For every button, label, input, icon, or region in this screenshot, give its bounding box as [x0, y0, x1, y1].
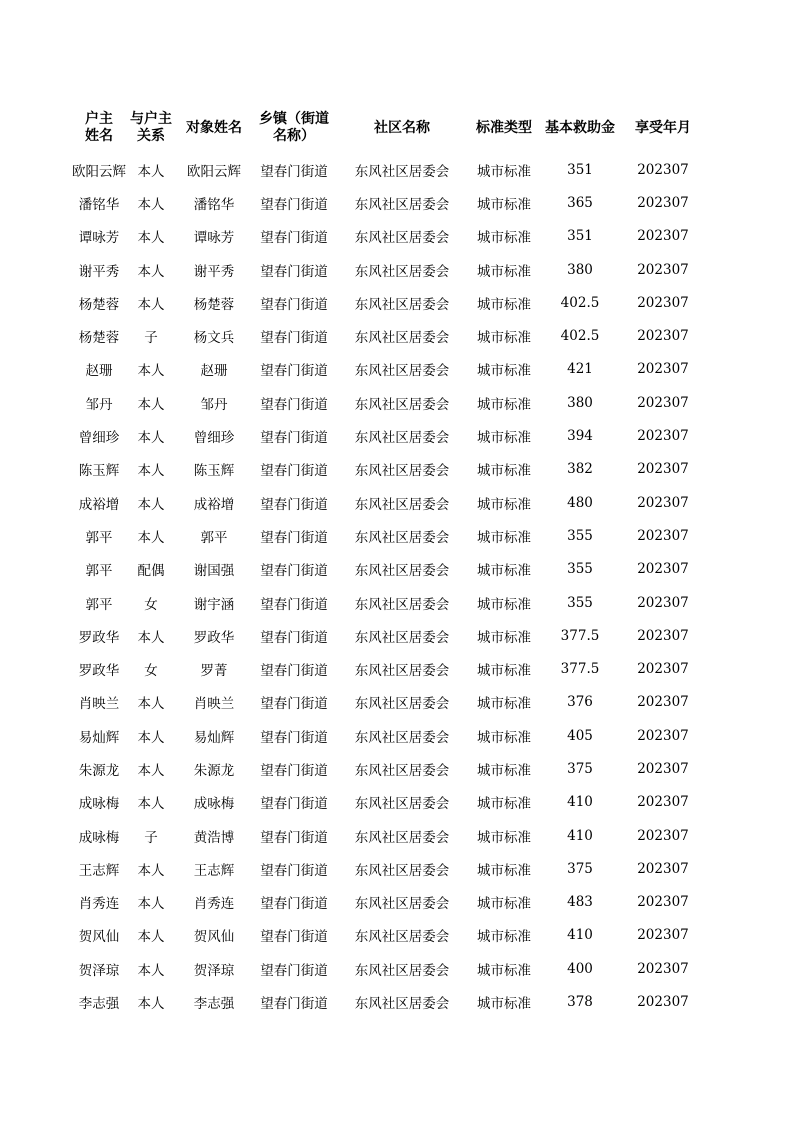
- cell-relation-to-head: 本人: [137, 296, 165, 313]
- cell-household-head-name: 赵珊: [85, 363, 113, 380]
- cell-basic-relief-amount: 410: [567, 794, 593, 811]
- table-row: [70, 819, 704, 852]
- cell-relation-to-head: 本人: [137, 529, 165, 546]
- column-header-basic-relief-amount: [538, 103, 622, 153]
- cell-relation-to-head: 本人: [137, 762, 165, 779]
- cell-relation-to-head: 本人: [137, 729, 165, 746]
- column-header-line: 户主: [85, 111, 113, 127]
- cell-township-street: 望春门街道: [260, 696, 328, 713]
- cell-township-street: 望春门街道: [260, 996, 328, 1013]
- cell-standard-type: 城市标准: [477, 663, 531, 680]
- table-row: [70, 419, 704, 452]
- table-row: [70, 286, 704, 319]
- cell-community-name: 东风社区居委会: [354, 762, 450, 779]
- cell-relation-to-head: 本人: [137, 996, 165, 1013]
- cell-standard-type: 城市标准: [477, 296, 531, 313]
- cell-basic-relief-amount: 380: [567, 394, 593, 411]
- header-row: [70, 103, 704, 153]
- cell-township-street: 望春门街道: [260, 296, 328, 313]
- cell-household-head-name: 曾细珍: [78, 430, 120, 447]
- cell-benefit-year-month: 202307: [637, 760, 689, 777]
- cell-household-head-name: 易灿辉: [78, 729, 120, 746]
- cell-township-street: 望春门街道: [260, 330, 328, 347]
- cell-benefit-year-month: 202307: [637, 794, 689, 811]
- cell-household-head-name: 贺泽琼: [78, 962, 120, 979]
- cell-household-head-name: 肖秀连: [78, 896, 120, 913]
- cell-recipient-name: 朱源龙: [193, 762, 235, 779]
- cell-community-name: 东风社区居委会: [354, 463, 450, 480]
- cell-recipient-name: 王志辉: [193, 862, 235, 879]
- cell-standard-type: 城市标准: [477, 196, 531, 213]
- cell-relation-to-head: 本人: [137, 796, 165, 813]
- cell-basic-relief-amount: 351: [567, 161, 593, 178]
- cell-standard-type: 城市标准: [477, 430, 531, 447]
- column-header-line: 享受年月: [635, 119, 691, 136]
- cell-relation-to-head: 本人: [137, 163, 165, 180]
- cell-community-name: 东风社区居委会: [354, 962, 450, 979]
- cell-benefit-year-month: 202307: [637, 161, 689, 178]
- cell-household-head-name: 肖映兰: [78, 696, 120, 713]
- column-header-household-head-name: [70, 103, 128, 153]
- cell-household-head-name: 杨楚蓉: [78, 330, 120, 347]
- cell-basic-relief-amount: 355: [567, 527, 593, 544]
- cell-community-name: 东风社区居委会: [354, 330, 450, 347]
- cell-household-head-name: 贺风仙: [78, 929, 120, 946]
- cell-household-head-name: 陈玉辉: [78, 463, 120, 480]
- cell-township-street: 望春门街道: [260, 796, 328, 813]
- cell-household-head-name: 朱源龙: [78, 762, 120, 779]
- cell-basic-relief-amount: 351: [567, 228, 593, 245]
- cell-benefit-year-month: 202307: [637, 827, 689, 844]
- cell-community-name: 东风社区居委会: [354, 696, 450, 713]
- column-header-relation-to-head: [128, 103, 174, 153]
- cell-basic-relief-amount: 400: [567, 960, 593, 977]
- cell-township-street: 望春门街道: [260, 230, 328, 247]
- cell-standard-type: 城市标准: [477, 396, 531, 413]
- cell-benefit-year-month: 202307: [637, 727, 689, 744]
- cell-community-name: 东风社区居委会: [354, 196, 450, 213]
- cell-community-name: 东风社区居委会: [354, 363, 450, 380]
- table-row: [70, 886, 704, 919]
- table-body: [70, 153, 704, 1019]
- cell-relation-to-head: 本人: [137, 430, 165, 447]
- cell-basic-relief-amount: 405: [567, 727, 593, 744]
- cell-basic-relief-amount: 376: [567, 694, 593, 711]
- column-header-line: 对象姓名: [186, 119, 242, 136]
- cell-relation-to-head: 本人: [137, 629, 165, 646]
- cell-recipient-name: 贺泽琼: [193, 962, 235, 979]
- cell-township-street: 望春门街道: [260, 896, 328, 913]
- table-row: [70, 786, 704, 819]
- cell-recipient-name: 谢宇涵: [193, 596, 235, 613]
- table-row: [70, 553, 704, 586]
- cell-recipient-name: 杨文兵: [193, 330, 235, 347]
- cell-community-name: 东风社区居委会: [354, 163, 450, 180]
- cell-benefit-year-month: 202307: [637, 561, 689, 578]
- cell-standard-type: 城市标准: [477, 729, 531, 746]
- cell-benefit-year-month: 202307: [637, 994, 689, 1011]
- cell-recipient-name: 肖秀连: [193, 896, 235, 913]
- cell-township-street: 望春门街道: [260, 729, 328, 746]
- cell-standard-type: 城市标准: [477, 263, 531, 280]
- cell-township-street: 望春门街道: [260, 430, 328, 447]
- cell-benefit-year-month: 202307: [637, 394, 689, 411]
- cell-household-head-name: 谢平秀: [78, 263, 120, 280]
- cell-community-name: 东风社区居委会: [354, 629, 450, 646]
- cell-relation-to-head: 本人: [137, 496, 165, 513]
- cell-standard-type: 城市标准: [477, 629, 531, 646]
- cell-relation-to-head: 本人: [137, 363, 165, 380]
- column-header-township-street: [254, 103, 334, 153]
- cell-household-head-name: 郭平: [85, 529, 113, 546]
- table-row: [70, 453, 704, 486]
- cell-community-name: 东风社区居委会: [354, 829, 450, 846]
- cell-household-head-name: 成裕增: [78, 496, 120, 513]
- cell-relation-to-head: 本人: [137, 230, 165, 247]
- cell-township-street: 望春门街道: [260, 363, 328, 380]
- cell-benefit-year-month: 202307: [637, 527, 689, 544]
- cell-community-name: 东风社区居委会: [354, 996, 450, 1013]
- cell-standard-type: 城市标准: [477, 696, 531, 713]
- cell-township-street: 望春门街道: [260, 596, 328, 613]
- cell-recipient-name: 邹丹: [200, 396, 228, 413]
- table-row: [70, 586, 704, 619]
- cell-recipient-name: 赵珊: [200, 363, 228, 380]
- cell-standard-type: 城市标准: [477, 796, 531, 813]
- cell-basic-relief-amount: 355: [567, 594, 593, 611]
- cell-basic-relief-amount: 365: [567, 194, 593, 211]
- cell-recipient-name: 谢平秀: [193, 263, 235, 280]
- cell-basic-relief-amount: 375: [567, 860, 593, 877]
- cell-community-name: 东风社区居委会: [354, 296, 450, 313]
- cell-community-name: 东风社区居委会: [354, 729, 450, 746]
- column-header-standard-type: [470, 103, 538, 153]
- cell-township-street: 望春门街道: [260, 463, 328, 480]
- cell-basic-relief-amount: 402.5: [560, 328, 600, 345]
- cell-recipient-name: 李志强: [193, 996, 235, 1013]
- table-row: [70, 919, 704, 952]
- column-header-line: 乡镇（街道: [259, 111, 329, 127]
- cell-standard-type: 城市标准: [477, 330, 531, 347]
- cell-benefit-year-month: 202307: [637, 927, 689, 944]
- cell-standard-type: 城市标准: [477, 996, 531, 1013]
- cell-benefit-year-month: 202307: [637, 461, 689, 478]
- cell-relation-to-head: 本人: [137, 896, 165, 913]
- cell-household-head-name: 潘铭华: [78, 196, 120, 213]
- cell-community-name: 东风社区居委会: [354, 663, 450, 680]
- cell-recipient-name: 黄浩博: [193, 829, 235, 846]
- cell-household-head-name: 罗政华: [78, 629, 120, 646]
- table-row: [70, 486, 704, 519]
- assistance-roster-table: [70, 103, 704, 1019]
- cell-community-name: 东风社区居委会: [354, 263, 450, 280]
- cell-standard-type: 城市标准: [477, 862, 531, 879]
- column-header-line: 社区名称: [374, 119, 430, 136]
- column-header-benefit-year-month: [622, 103, 704, 153]
- cell-community-name: 东风社区居委会: [354, 563, 450, 580]
- cell-township-street: 望春门街道: [260, 396, 328, 413]
- cell-basic-relief-amount: 394: [567, 428, 593, 445]
- cell-community-name: 东风社区居委会: [354, 529, 450, 546]
- cell-standard-type: 城市标准: [477, 230, 531, 247]
- cell-relation-to-head: 本人: [137, 463, 165, 480]
- cell-benefit-year-month: 202307: [637, 594, 689, 611]
- table-row: [70, 519, 704, 552]
- cell-standard-type: 城市标准: [477, 563, 531, 580]
- cell-community-name: 东风社区居委会: [354, 230, 450, 247]
- cell-relation-to-head: 子: [144, 829, 158, 846]
- table-row: [70, 353, 704, 386]
- table-row: [70, 752, 704, 785]
- cell-community-name: 东风社区居委会: [354, 596, 450, 613]
- column-header-recipient-name: [174, 103, 254, 153]
- cell-community-name: 东风社区居委会: [354, 496, 450, 513]
- cell-benefit-year-month: 202307: [637, 328, 689, 345]
- table-row: [70, 253, 704, 286]
- cell-recipient-name: 贺风仙: [193, 929, 235, 946]
- cell-basic-relief-amount: 375: [567, 760, 593, 777]
- cell-basic-relief-amount: 410: [567, 927, 593, 944]
- cell-household-head-name: 邹丹: [85, 396, 113, 413]
- table-row: [70, 319, 704, 352]
- cell-standard-type: 城市标准: [477, 762, 531, 779]
- column-header-community-name: [334, 103, 470, 153]
- table-row: [70, 686, 704, 719]
- column-header-line: 姓名: [85, 128, 113, 144]
- table-row: [70, 220, 704, 253]
- cell-community-name: 东风社区居委会: [354, 430, 450, 447]
- cell-household-head-name: 郭平: [85, 563, 113, 580]
- cell-township-street: 望春门街道: [260, 196, 328, 213]
- cell-basic-relief-amount: 378: [567, 994, 593, 1011]
- cell-relation-to-head: 本人: [137, 862, 165, 879]
- cell-benefit-year-month: 202307: [637, 960, 689, 977]
- column-header-line: 名称）: [273, 128, 315, 144]
- cell-recipient-name: 陈玉辉: [193, 463, 235, 480]
- cell-household-head-name: 杨楚蓉: [78, 296, 120, 313]
- table-row: [70, 386, 704, 419]
- column-header-line: 标准类型: [476, 119, 532, 136]
- cell-household-head-name: 李志强: [78, 996, 120, 1013]
- cell-recipient-name: 谢国强: [193, 563, 235, 580]
- cell-relation-to-head: 本人: [137, 196, 165, 213]
- cell-basic-relief-amount: 480: [567, 494, 593, 511]
- cell-household-head-name: 成咏梅: [78, 829, 120, 846]
- cell-benefit-year-month: 202307: [637, 860, 689, 877]
- cell-basic-relief-amount: 410: [567, 827, 593, 844]
- cell-recipient-name: 成咏梅: [193, 796, 235, 813]
- cell-standard-type: 城市标准: [477, 363, 531, 380]
- cell-township-street: 望春门街道: [260, 263, 328, 280]
- cell-standard-type: 城市标准: [477, 929, 531, 946]
- cell-relation-to-head: 本人: [137, 962, 165, 979]
- cell-basic-relief-amount: 380: [567, 261, 593, 278]
- cell-relation-to-head: 女: [144, 596, 158, 613]
- cell-benefit-year-month: 202307: [637, 194, 689, 211]
- cell-benefit-year-month: 202307: [637, 428, 689, 445]
- column-header-line: 与户主: [130, 111, 172, 127]
- cell-recipient-name: 郭平: [200, 529, 228, 546]
- cell-benefit-year-month: 202307: [637, 228, 689, 245]
- table-row: [70, 985, 704, 1018]
- cell-standard-type: 城市标准: [477, 163, 531, 180]
- cell-recipient-name: 成裕增: [193, 496, 235, 513]
- cell-relation-to-head: 本人: [137, 396, 165, 413]
- cell-community-name: 东风社区居委会: [354, 929, 450, 946]
- cell-benefit-year-month: 202307: [637, 661, 689, 678]
- cell-recipient-name: 谭咏芳: [193, 230, 235, 247]
- cell-benefit-year-month: 202307: [637, 361, 689, 378]
- cell-relation-to-head: 本人: [137, 929, 165, 946]
- table-row: [70, 852, 704, 885]
- cell-township-street: 望春门街道: [260, 862, 328, 879]
- table-row: [70, 652, 704, 685]
- table-row: [70, 619, 704, 652]
- cell-recipient-name: 杨楚蓉: [193, 296, 235, 313]
- table-header: [70, 103, 704, 153]
- cell-township-street: 望春门街道: [260, 829, 328, 846]
- cell-recipient-name: 肖映兰: [193, 696, 235, 713]
- cell-township-street: 望春门街道: [260, 929, 328, 946]
- cell-household-head-name: 郭平: [85, 596, 113, 613]
- cell-benefit-year-month: 202307: [637, 261, 689, 278]
- cell-community-name: 东风社区居委会: [354, 396, 450, 413]
- cell-basic-relief-amount: 355: [567, 561, 593, 578]
- cell-township-street: 望春门街道: [260, 563, 328, 580]
- cell-standard-type: 城市标准: [477, 463, 531, 480]
- table-row: [70, 153, 704, 186]
- cell-household-head-name: 成咏梅: [78, 796, 120, 813]
- cell-recipient-name: 罗菁: [200, 663, 228, 680]
- table-row: [70, 952, 704, 985]
- cell-basic-relief-amount: 402.5: [560, 294, 600, 311]
- cell-township-street: 望春门街道: [260, 629, 328, 646]
- column-header-line: 基本救助金: [545, 119, 615, 136]
- cell-township-street: 望春门街道: [260, 163, 328, 180]
- cell-township-street: 望春门街道: [260, 529, 328, 546]
- cell-household-head-name: 谭咏芳: [78, 230, 120, 247]
- cell-relation-to-head: 子: [144, 330, 158, 347]
- cell-community-name: 东风社区居委会: [354, 862, 450, 879]
- cell-basic-relief-amount: 483: [567, 894, 593, 911]
- cell-benefit-year-month: 202307: [637, 494, 689, 511]
- column-header-line: 关系: [137, 128, 165, 144]
- cell-benefit-year-month: 202307: [637, 894, 689, 911]
- cell-benefit-year-month: 202307: [637, 627, 689, 644]
- cell-standard-type: 城市标准: [477, 896, 531, 913]
- cell-relation-to-head: 本人: [137, 696, 165, 713]
- cell-household-head-name: 王志辉: [78, 862, 120, 879]
- cell-community-name: 东风社区居委会: [354, 896, 450, 913]
- cell-basic-relief-amount: 377.5: [560, 627, 600, 644]
- cell-relation-to-head: 本人: [137, 263, 165, 280]
- cell-relation-to-head: 配偶: [137, 563, 165, 580]
- cell-township-street: 望春门街道: [260, 496, 328, 513]
- cell-household-head-name: 罗政华: [78, 663, 120, 680]
- cell-basic-relief-amount: 382: [567, 461, 593, 478]
- cell-township-street: 望春门街道: [260, 962, 328, 979]
- cell-basic-relief-amount: 421: [567, 361, 593, 378]
- cell-standard-type: 城市标准: [477, 962, 531, 979]
- cell-community-name: 东风社区居委会: [354, 796, 450, 813]
- cell-recipient-name: 欧阳云辉: [187, 163, 241, 180]
- cell-standard-type: 城市标准: [477, 596, 531, 613]
- cell-standard-type: 城市标准: [477, 829, 531, 846]
- cell-recipient-name: 罗政华: [193, 629, 235, 646]
- cell-standard-type: 城市标准: [477, 529, 531, 546]
- cell-basic-relief-amount: 377.5: [560, 661, 600, 678]
- cell-benefit-year-month: 202307: [637, 294, 689, 311]
- cell-recipient-name: 潘铭华: [193, 196, 235, 213]
- cell-recipient-name: 易灿辉: [193, 729, 235, 746]
- cell-standard-type: 城市标准: [477, 496, 531, 513]
- cell-benefit-year-month: 202307: [637, 694, 689, 711]
- cell-relation-to-head: 女: [144, 663, 158, 680]
- table-row: [70, 186, 704, 219]
- table-row: [70, 719, 704, 752]
- cell-recipient-name: 曾细珍: [193, 430, 235, 447]
- cell-township-street: 望春门街道: [260, 663, 328, 680]
- cell-household-head-name: 欧阳云辉: [72, 163, 126, 180]
- cell-township-street: 望春门街道: [260, 762, 328, 779]
